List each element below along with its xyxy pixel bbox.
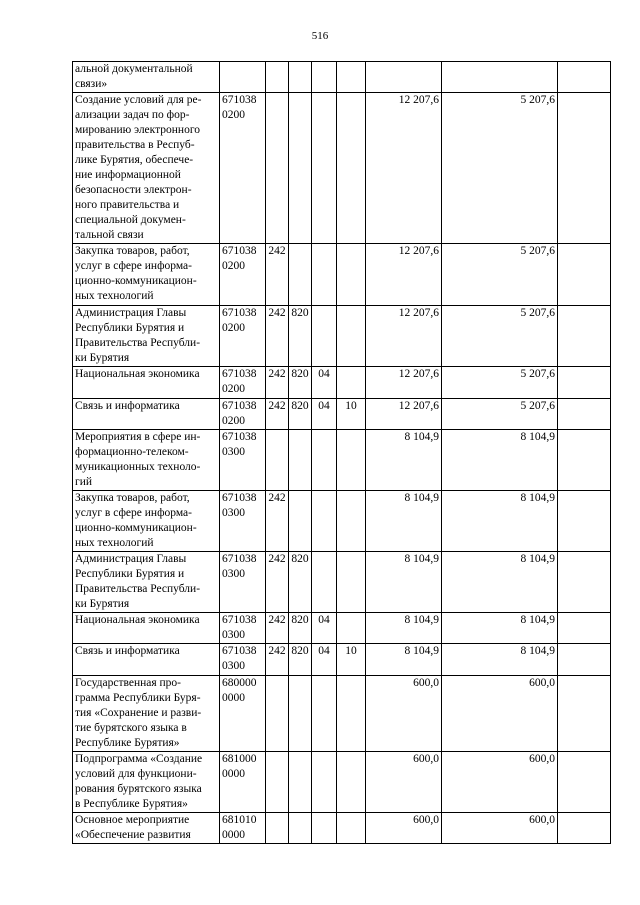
amount-cell: 600,0 bbox=[442, 752, 558, 813]
administrator-code-cell: 820 bbox=[289, 644, 312, 676]
expense-type-cell: 242 bbox=[266, 367, 289, 399]
amount-cell: 8 104,9 bbox=[442, 552, 558, 613]
target-code-cell: 671038 0200 bbox=[220, 399, 266, 430]
table-row bbox=[73, 430, 611, 491]
subsection-code-cell bbox=[337, 752, 366, 813]
amount-cell: 8 104,9 bbox=[366, 644, 442, 676]
amount-cell: 8 104,9 bbox=[442, 491, 558, 552]
administrator-code-cell bbox=[289, 491, 312, 552]
row-name-cell: Связь и информатика bbox=[73, 399, 220, 430]
amount-cell: 8 104,9 bbox=[366, 491, 442, 552]
administrator-code-cell bbox=[289, 676, 312, 752]
empty-cell bbox=[558, 676, 611, 752]
amount-cell: 8 104,9 bbox=[366, 552, 442, 613]
table-row bbox=[73, 399, 611, 430]
amount-cell: 5 207,6 bbox=[442, 244, 558, 306]
row-name-cell: Связь и информатика bbox=[73, 644, 220, 676]
table-row bbox=[73, 491, 611, 552]
amount-cell: 12 207,6 bbox=[366, 244, 442, 306]
row-name-cell: Создание условий для ре- ализации задач по фор- мированию электронного правительства в Респуб- лике Бурятия, обеспече- ние информационной безопасности электрон- ного правительства и специальной докумен- тальной связи bbox=[73, 93, 220, 244]
administrator-code-cell bbox=[289, 752, 312, 813]
expense-type-cell bbox=[266, 93, 289, 244]
target-code-cell: 681000 0000 bbox=[220, 752, 266, 813]
expense-type-cell bbox=[266, 430, 289, 491]
subsection-code-cell: 10 bbox=[337, 399, 366, 430]
section-code-cell bbox=[312, 93, 337, 244]
section-code-cell bbox=[312, 552, 337, 613]
budget-table bbox=[72, 61, 611, 844]
expense-type-cell: 242 bbox=[266, 306, 289, 367]
target-code-cell: 671038 0300 bbox=[220, 491, 266, 552]
empty-cell bbox=[558, 399, 611, 430]
amount-cell: 600,0 bbox=[366, 752, 442, 813]
expense-type-cell bbox=[266, 676, 289, 752]
empty-cell bbox=[558, 491, 611, 552]
administrator-code-cell: 820 bbox=[289, 306, 312, 367]
subsection-code-cell bbox=[337, 306, 366, 367]
amount-cell: 5 207,6 bbox=[442, 306, 558, 367]
empty-cell bbox=[558, 62, 611, 93]
subsection-code-cell bbox=[337, 813, 366, 844]
target-code-cell: 671038 0200 bbox=[220, 367, 266, 399]
row-name-cell: альной документальной связи» bbox=[73, 62, 220, 93]
administrator-code-cell bbox=[289, 430, 312, 491]
amount-cell: 600,0 bbox=[366, 676, 442, 752]
table-row bbox=[73, 752, 611, 813]
subsection-code-cell bbox=[337, 430, 366, 491]
amount-cell: 8 104,9 bbox=[442, 613, 558, 644]
target-code-cell: 671038 0200 bbox=[220, 93, 266, 244]
empty-cell bbox=[558, 306, 611, 367]
row-name-cell: Национальная экономика bbox=[73, 367, 220, 399]
row-name-cell: Администрация Главы Республики Бурятия и Правительства Республи- ки Бурятия bbox=[73, 552, 220, 613]
table-row bbox=[73, 552, 611, 613]
amount-cell: 8 104,9 bbox=[442, 430, 558, 491]
table-row bbox=[73, 613, 611, 644]
subsection-code-cell bbox=[337, 244, 366, 306]
subsection-code-cell bbox=[337, 62, 366, 93]
table-row bbox=[73, 644, 611, 676]
page-number: 516 bbox=[311, 30, 329, 42]
amount-cell: 600,0 bbox=[442, 813, 558, 844]
administrator-code-cell bbox=[289, 62, 312, 93]
section-code-cell bbox=[312, 752, 337, 813]
empty-cell bbox=[558, 93, 611, 244]
table-row bbox=[73, 676, 611, 752]
expense-type-cell bbox=[266, 752, 289, 813]
target-code-cell bbox=[220, 62, 266, 93]
expense-type-cell: 242 bbox=[266, 491, 289, 552]
subsection-code-cell bbox=[337, 552, 366, 613]
subsection-code-cell bbox=[337, 491, 366, 552]
amount-cell: 8 104,9 bbox=[366, 430, 442, 491]
subsection-code-cell bbox=[337, 613, 366, 644]
expense-type-cell: 242 bbox=[266, 613, 289, 644]
administrator-code-cell bbox=[289, 813, 312, 844]
administrator-code-cell bbox=[289, 93, 312, 244]
subsection-code-cell bbox=[337, 676, 366, 752]
amount-cell: 5 207,6 bbox=[442, 399, 558, 430]
row-name-cell: Государственная про- грамма Республики Буря- тия «Сохранение и разви- тие бурятского языка в Республике Бурятия» bbox=[73, 676, 220, 752]
amount-cell bbox=[442, 62, 558, 93]
empty-cell bbox=[558, 644, 611, 676]
subsection-code-cell: 10 bbox=[337, 644, 366, 676]
row-name-cell: Национальная экономика bbox=[73, 613, 220, 644]
table-row bbox=[73, 306, 611, 367]
subsection-code-cell bbox=[337, 367, 366, 399]
target-code-cell: 671038 0300 bbox=[220, 644, 266, 676]
amount-cell bbox=[366, 62, 442, 93]
target-code-cell: 671038 0300 bbox=[220, 613, 266, 644]
empty-cell bbox=[558, 552, 611, 613]
administrator-code-cell: 820 bbox=[289, 552, 312, 613]
target-code-cell: 671038 0300 bbox=[220, 430, 266, 491]
amount-cell: 5 207,6 bbox=[442, 93, 558, 244]
section-code-cell bbox=[312, 244, 337, 306]
row-name-cell: Основное мероприятие «Обеспечение развития bbox=[73, 813, 220, 844]
amount-cell: 5 207,6 bbox=[442, 367, 558, 399]
expense-type-cell: 242 bbox=[266, 552, 289, 613]
expense-type-cell: 242 bbox=[266, 399, 289, 430]
table-body bbox=[73, 62, 611, 844]
section-code-cell: 04 bbox=[312, 644, 337, 676]
empty-cell bbox=[558, 367, 611, 399]
section-code-cell bbox=[312, 676, 337, 752]
empty-cell bbox=[558, 752, 611, 813]
empty-cell bbox=[558, 244, 611, 306]
amount-cell: 12 207,6 bbox=[366, 399, 442, 430]
row-name-cell: Подпрограмма «Создание условий для функциони- рования бурятского языка в Республике Бурятия» bbox=[73, 752, 220, 813]
amount-cell: 8 104,9 bbox=[442, 644, 558, 676]
target-code-cell: 671038 0200 bbox=[220, 306, 266, 367]
section-code-cell bbox=[312, 491, 337, 552]
amount-cell: 600,0 bbox=[366, 813, 442, 844]
expense-type-cell bbox=[266, 62, 289, 93]
expense-type-cell: 242 bbox=[266, 244, 289, 306]
table-row bbox=[73, 244, 611, 306]
amount-cell: 12 207,6 bbox=[366, 93, 442, 244]
administrator-code-cell: 820 bbox=[289, 613, 312, 644]
section-code-cell bbox=[312, 430, 337, 491]
empty-cell bbox=[558, 813, 611, 844]
section-code-cell bbox=[312, 62, 337, 93]
row-name-cell: Мероприятия в сфере ин- формационно-телеком- муникационных техноло- гий bbox=[73, 430, 220, 491]
section-code-cell: 04 bbox=[312, 399, 337, 430]
amount-cell: 600,0 bbox=[442, 676, 558, 752]
target-code-cell: 671038 0300 bbox=[220, 552, 266, 613]
expense-type-cell bbox=[266, 813, 289, 844]
section-code-cell bbox=[312, 813, 337, 844]
expense-type-cell: 242 bbox=[266, 644, 289, 676]
row-name-cell: Закупка товаров, работ, услуг в сфере информа- ционно-коммуникацион- ных технологий bbox=[73, 244, 220, 306]
section-code-cell: 04 bbox=[312, 613, 337, 644]
target-code-cell: 671038 0200 bbox=[220, 244, 266, 306]
table-row bbox=[73, 813, 611, 844]
section-code-cell bbox=[312, 306, 337, 367]
amount-cell: 8 104,9 bbox=[366, 613, 442, 644]
table-row bbox=[73, 62, 611, 93]
administrator-code-cell: 820 bbox=[289, 399, 312, 430]
administrator-code-cell: 820 bbox=[289, 367, 312, 399]
administrator-code-cell bbox=[289, 244, 312, 306]
subsection-code-cell bbox=[337, 93, 366, 244]
table-row bbox=[73, 367, 611, 399]
section-code-cell: 04 bbox=[312, 367, 337, 399]
amount-cell: 12 207,6 bbox=[366, 306, 442, 367]
target-code-cell: 680000 0000 bbox=[220, 676, 266, 752]
table-row bbox=[73, 93, 611, 244]
row-name-cell: Закупка товаров, работ, услуг в сфере информа- ционно-коммуникацион- ных технологий bbox=[73, 491, 220, 552]
empty-cell bbox=[558, 430, 611, 491]
empty-cell bbox=[558, 613, 611, 644]
amount-cell: 12 207,6 bbox=[366, 367, 442, 399]
row-name-cell: Администрация Главы Республики Бурятия и Правительства Республи- ки Бурятия bbox=[73, 306, 220, 367]
target-code-cell: 681010 0000 bbox=[220, 813, 266, 844]
